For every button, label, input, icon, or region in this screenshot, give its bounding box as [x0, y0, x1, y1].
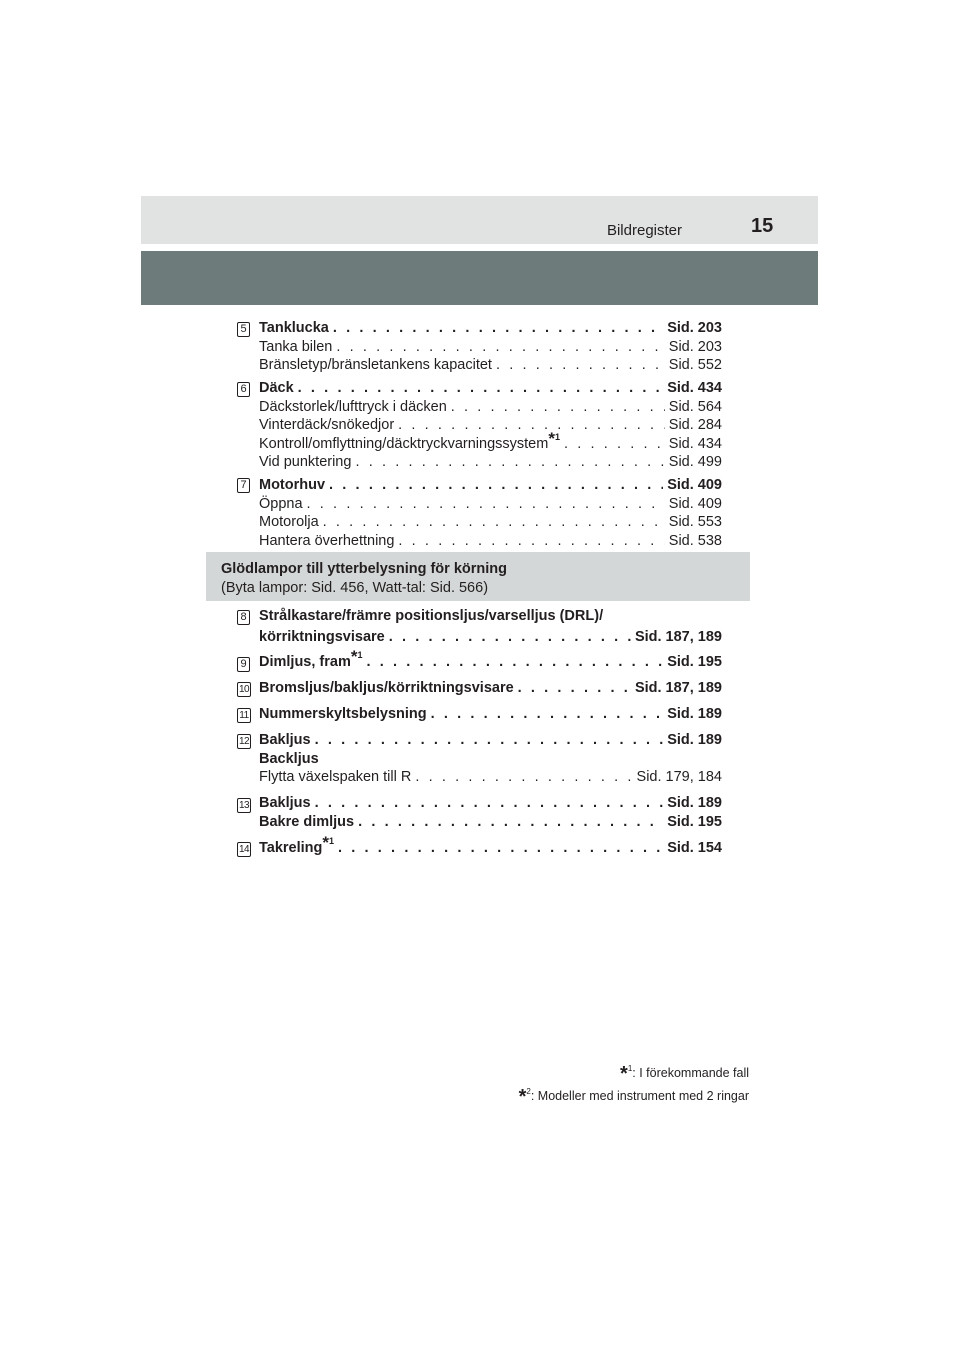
marker-7: 7	[237, 478, 250, 493]
entry-dimljus: Dimljus, fram$^{*^1}$ . . . Sid. 195	[259, 653, 722, 672]
page-ref: Sid. 203	[667, 320, 722, 336]
sub-entry: Vid punktering . . . Sid. 499	[259, 453, 722, 472]
lamps-section-title: Glödlampor till ytterbelysning för körning	[221, 561, 507, 577]
entry-motorhuv	[259, 476, 722, 550]
entry-dack	[259, 379, 722, 472]
footnotes	[519, 1060, 749, 1106]
marker-8: 8	[237, 610, 250, 625]
marker-11: 11	[237, 708, 251, 723]
header-bar	[141, 196, 818, 244]
footnote-ref: *1	[548, 428, 560, 448]
entry-bakljus-backljus: Bakljus . . . Sid. 189 Backljus Flytta växelspaken till R . . . Sid. 179, 184	[259, 731, 722, 787]
entry-takreling: Takreling$^{*^1}$ . . . Sid. 154	[259, 839, 722, 858]
footnote-2: *$^2$: Modeller med instrument med 2 ringar	[518, 1086, 749, 1108]
marker-6: 6	[237, 382, 250, 397]
page-number: 15	[751, 215, 774, 237]
lamps-section-box	[206, 552, 750, 601]
entry-nummerskylt: Nummerskyltsbelysning . . . Sid. 189	[259, 705, 722, 724]
marker-12: 12	[238, 736, 250, 747]
entry-label: Tanklucka	[259, 320, 329, 336]
footnote-ref: *1	[322, 833, 335, 852]
footnote-1: *$^1$: I förekommande fall	[620, 1063, 749, 1085]
entry-bromsljus: Bromsljus/bakljus/körriktningsvisare . . . Sid. 187, 189	[259, 679, 722, 698]
entry-title: Motorhuv . . . Sid. 409	[259, 476, 722, 495]
entry-tanklucka	[259, 319, 722, 375]
sub-entry: Öppna . . . Sid. 409	[259, 495, 722, 514]
section-title: Bildregister	[606, 222, 682, 239]
sub-entry: Tanka bilen . . . Sid. 203	[259, 338, 722, 357]
marker-10: 10	[238, 684, 250, 695]
sub-entry: Däckstorlek/lufttryck i däcken . . . Sid. 564	[259, 398, 722, 417]
sub-entry: Vinterdäck/snökedjor . . . Sid. 284	[259, 416, 722, 435]
entry-bakljus-dimljus: Bakljus . . . Sid. 189 Bakre dimljus . . . Sid. 195	[259, 794, 722, 831]
entry-title: Däck . . . Sid. 434	[259, 379, 722, 398]
sub-entry: Hantera överhettning . . . Sid. 538	[259, 532, 722, 551]
header-banner	[141, 251, 818, 305]
entry-strålkastare: Strålkastare/främre positionsljus/varselljus (DRL)/ körriktningsvisare . . . Sid. 187, 189	[259, 607, 722, 646]
marker-5: 5	[237, 322, 250, 337]
sub-entry: Motorolja . . . Sid. 553	[259, 513, 722, 532]
sub-entry: Bränsletyp/bränsletankens kapacitet . . . Sid. 552	[259, 356, 722, 375]
marker-14: 14	[238, 844, 250, 855]
marker-13: 13	[238, 800, 250, 811]
lamps-section-subtitle: (Byta lampor: Sid. 456, Watt-tal: Sid. 566)	[221, 580, 489, 596]
entry-title	[259, 319, 722, 338]
footnote-ref: *1	[350, 647, 363, 666]
sub-entry: Kontroll/omflyttning/däcktryckvarningssystem$^{*^1}$ . . . Sid. 434	[259, 435, 722, 454]
marker-9: 9	[237, 657, 250, 672]
